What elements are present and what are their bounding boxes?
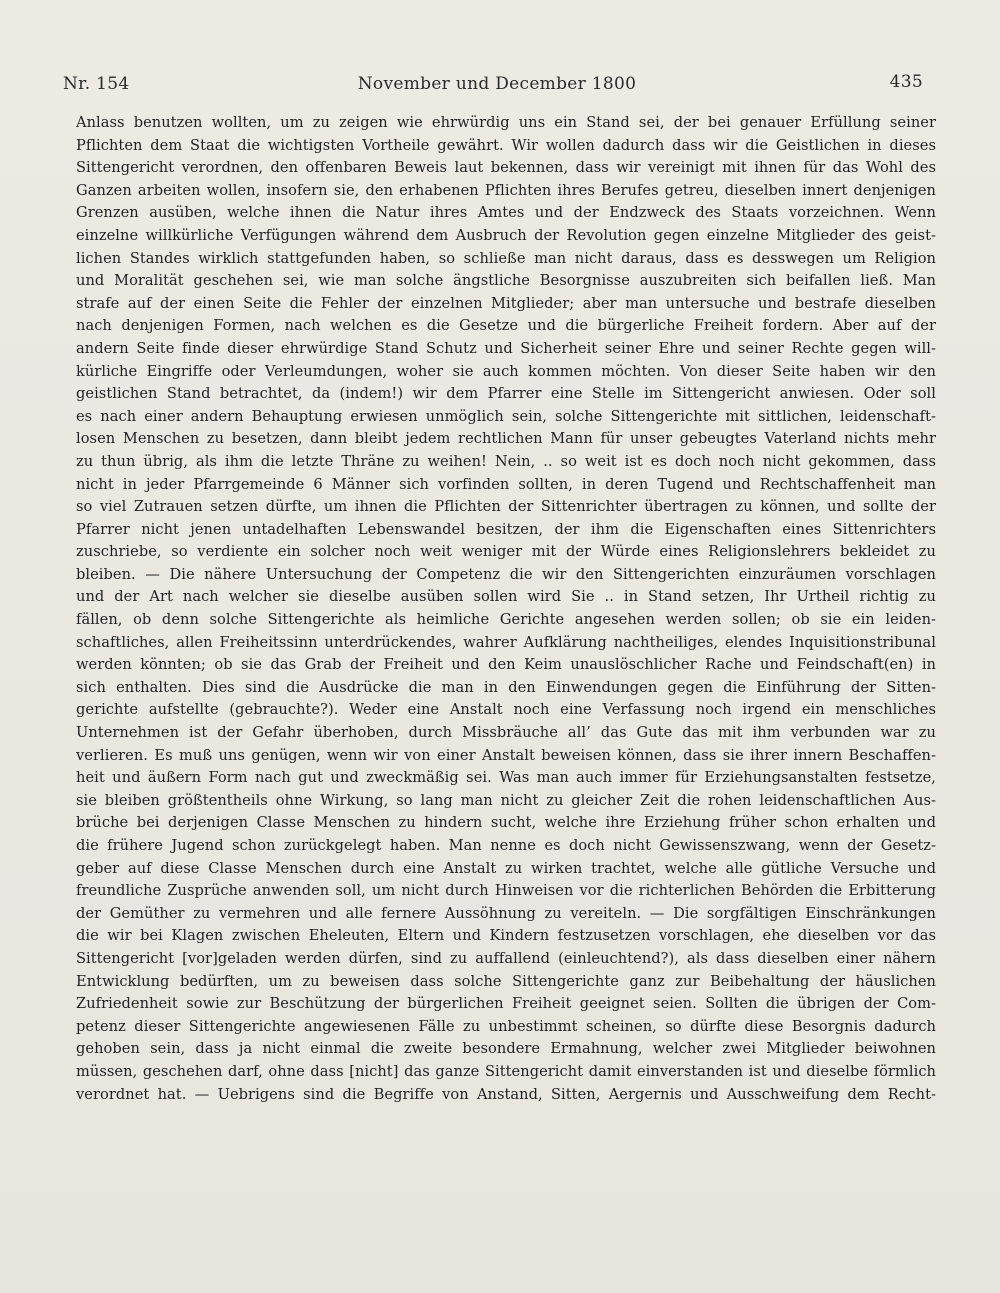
text-line: Grenzen ausüben, welche ihnen die Natur ihres Amtes und der Endzweck des Staats vorzeichnen. Wenn xyxy=(76,204,936,222)
text-line: geber auf diese Classe Menschen durch eine Anstalt zu wirken trachtet, welche alle gütliche Versuche und xyxy=(76,859,936,877)
text-line: die frühere Jugend schon zurückgelegt haben. Man nenne es doch nicht Gewissenszwang, wenn der Gesetz- xyxy=(76,837,936,854)
text-line: einzelne willkürliche Verfügungen während dem Ausbruch der Revolution gegen einzelne Mitglieder des geist- xyxy=(76,226,936,244)
text-line: Pfarrer nicht jenen untadelhaften Lebenswandel besitzen, der ihm die Eigenschaften eines Sittenrichters xyxy=(76,520,936,538)
text-line: Sittengericht [vor]geladen werden dürfen, sind zu auffallend (einleuchtend?), als dass dieselben einer nähern xyxy=(76,949,936,967)
text-line: Entwicklung bedürften, um zu beweisen dass solche Sittengerichte ganz zur Beibehaltung der häuslichen xyxy=(76,972,936,990)
text-line: Unternehmen ist der Gefahr überhoben, durch Missbräuche all’ das Gute das mit ihm verbunden war zu xyxy=(76,724,936,742)
text-line: sie bleiben größtentheils ohne Wirkung, so lang man nicht zu gleicher Zeit die rohen leidenschaftlichen Aus- xyxy=(76,791,936,809)
text-line: losen Menschen zu besetzen, dann bleibt jedem rechtlichen Mann für unser gebeugtes Vaterland nichts mehr xyxy=(76,430,936,448)
running-title: November und December 1800 xyxy=(357,74,637,94)
text-line: Pflichten dem Staat die wichtigsten Vortheile gewährt. Wir wollen dadurch dass wir die Geistlichen in dieses xyxy=(76,136,936,154)
text-line: und Moralität geschehen sei, wie man solche ängstliche Besorgnisse auszubreiten sich beifallen ließ. Man xyxy=(76,272,936,290)
text-line: der Gemüther zu vermehren und alle fernere Aussöhnung zu vereiteln. — Die sorgfältigen Einschränkungen xyxy=(76,904,936,922)
text-line: lichen Standes wirklich stattgefunden haben, so schließe man nicht daraus, dass es desswegen um Religion xyxy=(76,249,936,267)
text-line: Sittengericht verordnen, den offenbaren Beweis laut bekennen, dass wir vereinigt mit ihnen für das Wohl des xyxy=(76,159,936,177)
text-line: bleiben. — Die nähere Untersuchung der Competenz die wir den Sittengerichten einzuräumen vorschlagen xyxy=(76,565,936,583)
text-line: nach denjenigen Formen, nach welchen es die Gesetze und die bürgerliche Freiheit fordern. Aber auf der xyxy=(76,317,936,335)
text-line: verlieren. Es muß uns genügen, wenn wir von einer Anstalt beweisen können, dass sie ihrer innern Beschaffen- xyxy=(76,746,936,764)
text-line: freundliche Zusprüche anwenden soll, um nicht durch Hinweisen vor die richterlichen Behörden die Erbitterung xyxy=(76,882,936,900)
text-line: fällen, ob denn solche Sittengerichte als heimliche Gerichte angesehen werden sollen; ob sie ein leiden- xyxy=(76,611,936,629)
text-line: so viel Zutrauen setzen dürfte, um ihnen die Pflichten der Sittenrichter übertragen zu können, und sollte der xyxy=(76,498,936,516)
text-line: die wir bei Klagen zwischen Eheleuten, Eltern und Kindern festzusetzen vorschlagen, ehe dieselben vor das xyxy=(76,927,936,945)
text-line: kürliche Eingriffe oder Verleumdungen, woher sie auch kommen möchten. Von dieser Seite haben wir den xyxy=(76,362,936,380)
text-line: Ganzen arbeiten wollen, insofern sie, den erhabenen Pflichten ihres Berufes getreu, dieselben innert denjenigen xyxy=(76,181,936,199)
text-line: müssen, geschehen darf, ohne dass [nicht] das ganze Sittengericht damit einverstanden ist und dieselbe förmlich xyxy=(76,1062,936,1080)
text-line: schaftliches, allen Freiheitssinn unterdrückendes, wahrer Aufklärung nachtheiliges, elendes Inquisitionstribunal xyxy=(76,633,936,651)
page-number: 435 xyxy=(889,72,923,92)
text-line: andern Seite finde dieser ehrwürdige Stand Schutz und Sicherheit seiner Ehre und seiner Rechte gegen will- xyxy=(76,339,936,357)
body-text xyxy=(76,112,936,1106)
text-line: zuschriebe, so verdiente ein solcher noch weit weniger mit der Würde eines Religionslehrers bekleidet zu xyxy=(76,543,936,561)
text-line: verordnet hat. — Uebrigens sind die Begriffe von Anstand, Sitten, Aergernis und Ausschweifung dem Recht- xyxy=(76,1085,936,1103)
text-line: petenz dieser Sittengerichte angewiesenen Fälle zu unbestimmt scheinen, so dürfte diese Besorgnis dadurch xyxy=(76,1017,936,1035)
text-line: strafe auf der einen Seite die Fehler der einzelnen Mitglieder; aber man untersuche und bestrafe dieselben xyxy=(76,294,936,312)
text-line: brüche bei derjenigen Classe Menschen zu hindern sucht, welche ihre Erziehung früher schon erhalten und xyxy=(76,814,936,832)
text-line: gehoben sein, dass ja nicht einmal die zweite besondere Ermahnung, welcher zwei Mitglieder beiwohnen xyxy=(76,1040,936,1058)
text-line: Zufriedenheit sowie zur Beschützung der bürgerlichen Freiheit geeignet seien. Sollten die übrigen der Com- xyxy=(76,995,936,1013)
text-line: es nach einer andern Behauptung erwiesen unmöglich sein, solche Sittengerichte mit sittlichen, leidenschaft- xyxy=(76,407,936,425)
document-number: Nr. 154 xyxy=(63,74,130,94)
running-head xyxy=(63,74,931,98)
text-line: Anlass benutzen wollten, um zu zeigen wie ehrwürdig uns ein Stand sei, der bei genauer Erfüllung seiner xyxy=(76,114,936,131)
text-line: heit und äußern Form nach gut und zweckmäßig sei. Was man auch immer für Erziehungsanstalten festsetze, xyxy=(76,769,936,787)
text-line: geistlichen Stand betrachtet, da (indem!) wir dem Pfarrer eine Stelle im Sittengericht anwiesen. Oder soll xyxy=(76,385,936,403)
text-line: und der Art nach welcher sie dieselbe ausüben sollen wird Sie .. in Stand setzen, Ihr Urtheil richtig zu xyxy=(76,588,936,606)
text-line: nicht in jeder Pfarrgemeinde 6 Männer sich vorfinden sollten, in deren Tugend und Rechtschaffenheit man xyxy=(76,475,936,493)
text-line: sich enthalten. Dies sind die Ausdrücke die man in den Einwendungen gegen die Einführung der Sitten- xyxy=(76,678,936,696)
text-line: gerichte aufstellte (gebrauchte?). Weder eine Anstalt noch eine Verfassung noch irgend ein menschliches xyxy=(76,701,936,719)
text-line: werden könnten; ob sie das Grab der Freiheit und den Keim unauslöschlicher Rache und Feindschaft(en) in xyxy=(76,656,936,674)
text-line: zu thun übrig, als ihm die letzte Thräne zu weihen! Nein, .. so weit ist es doch noch nicht gekommen, dass xyxy=(76,452,936,470)
